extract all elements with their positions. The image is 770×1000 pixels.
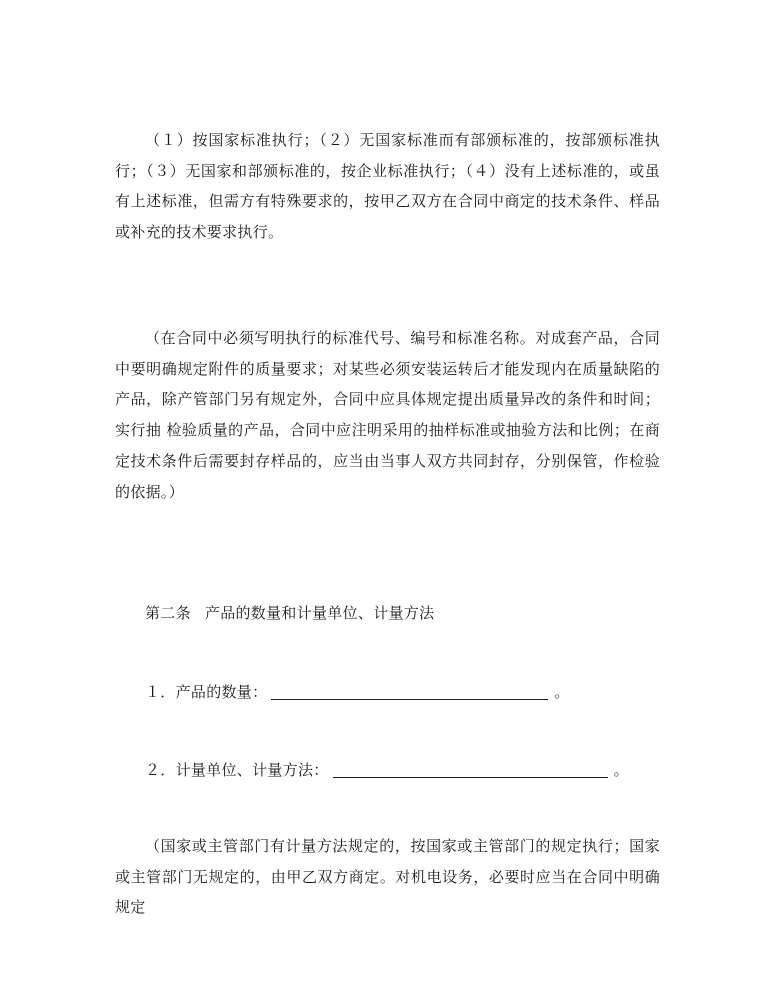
article-heading	[145, 598, 434, 628]
article-number: 第二条	[145, 604, 191, 622]
standards-order-paragraph: （１）按国家标准执行；（２）无国家标准而有部颁标准的，按部颁标准执行；（３）无国家和部颁标准的，按企业标准执行；（４）没有上述标准的，或虽有上述标准，但需方有特殊要求的，按甲乙双方在合同中商定的技术条件、样品或补充的技术要求执行。	[115, 131, 660, 242]
unit-method-end-mark: 。	[613, 761, 629, 779]
unit-method-label: ２．计量单位、计量方法：	[145, 761, 329, 779]
unit-method-blank-field[interactable]	[333, 757, 608, 778]
standards-note-paragraph: （在合同中必须写明执行的标准代号、编号和标准名称。对成套产品，合同中要明确规定附件的质量要求；对某些必须安装运转后才能发现内在质量缺陷的产品，除产管部门另有规定外，合同中应具体规定提出质量异改的条件和时间；实行抽 检验质量的产品，合同中应注明采用的抽样标准或抽验方法和比例；在商定技术条件后需要封存样品的，应当由当事人双方共同封存，分别保管，作检验的依据。）	[115, 329, 660, 501]
quantity-label: １．产品的数量：	[145, 683, 268, 701]
unit-method-line	[145, 755, 629, 785]
measurement-note-paragraph: （国家或主管部门有计量方法规定的，按国家或主管部门的规定执行；国家或主管部门无规定的，由甲乙双方商定。对机电设务，必要时应当在合同中明确规定	[115, 837, 660, 917]
quantity-blank-field[interactable]	[271, 679, 548, 700]
quantity-end-mark: 。	[554, 683, 570, 701]
quantity-line	[145, 677, 570, 707]
article-title: 产品的数量和计量单位、计量方法	[204, 604, 435, 622]
